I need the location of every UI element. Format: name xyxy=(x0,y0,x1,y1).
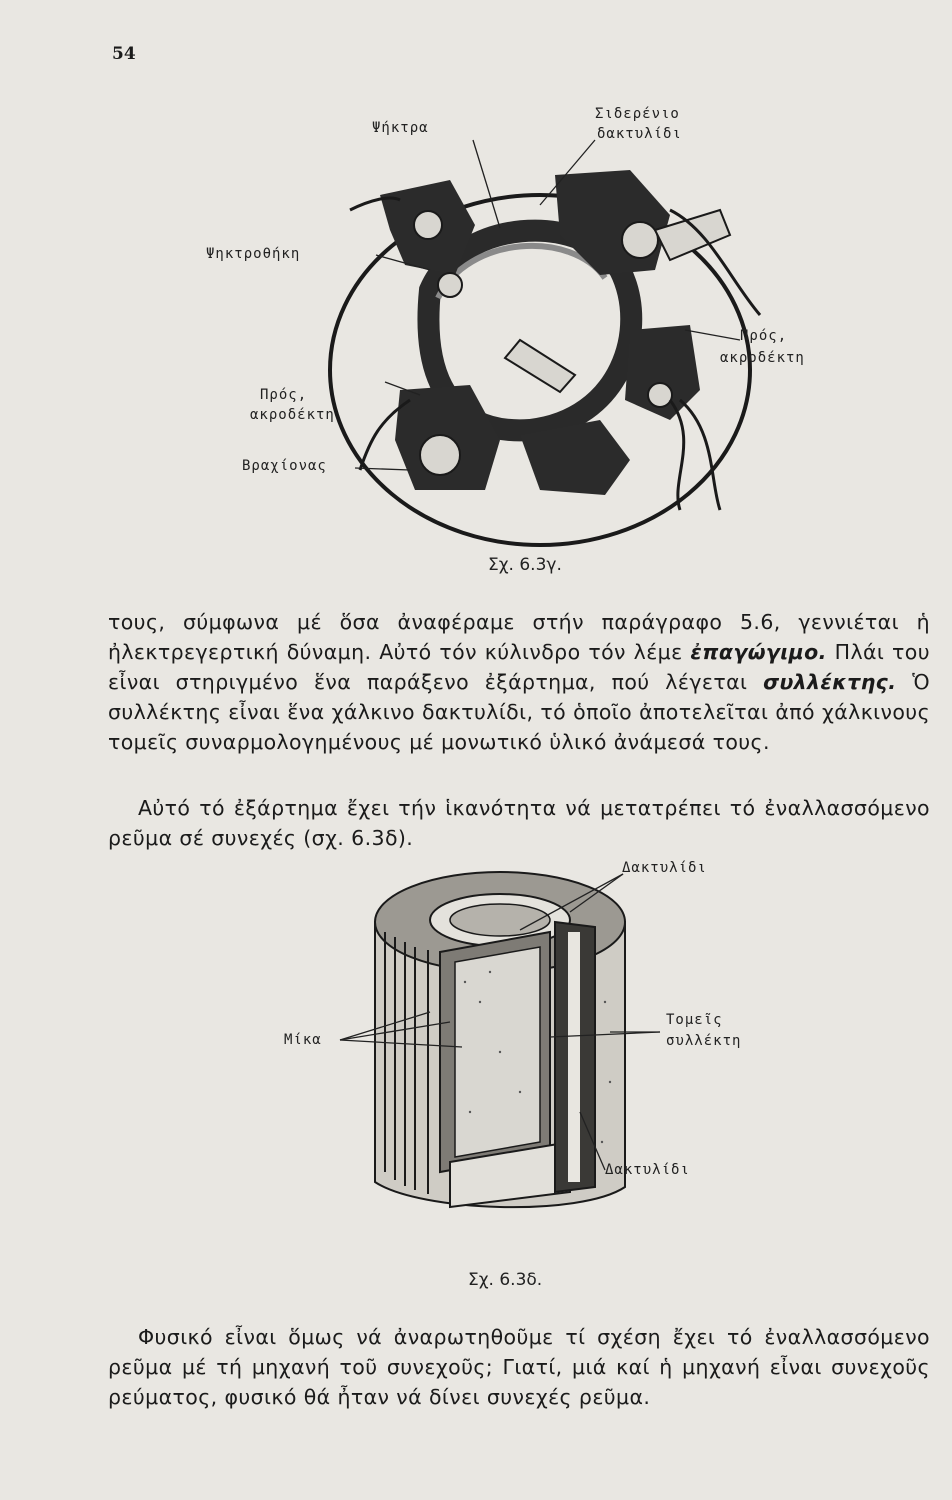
paragraph-3-text: Φυσικό εἶναι ὅμως νά ἀναρωτηθοῦμε τί σχέση ἔχει τό ἐναλλασσόμενο ρεῦμα μέ τή μηχανή τοῦ συνεχοῦς; Γιατί, μιά καί ἡ μηχανή εἶναι συνεχοῦς ρεύματος, φυσικό θά ἦταν νά δίνει συνεχές ρεῦμα. xyxy=(108,1325,930,1409)
term-inductive: ἐπαγώγιμο. xyxy=(690,640,827,664)
term-commutator: συλλέκτης. xyxy=(763,670,897,694)
paragraph-3 xyxy=(108,1322,930,1412)
label-sectors-line2: συλλέκτη xyxy=(666,1033,742,1049)
label-brush: Ψήκτρα xyxy=(372,120,429,136)
page-number: 54 xyxy=(112,44,136,64)
figure-commutator xyxy=(250,852,810,1252)
commutator-illustration xyxy=(250,852,810,1252)
label-ring-bottom: Δακτυλίδι xyxy=(605,1162,690,1178)
label-to-terminal-right-line2: ακροδέκτη xyxy=(720,350,805,366)
figure2-caption: Σχ. 6.3δ. xyxy=(468,1270,543,1290)
label-mica: Μίκα xyxy=(284,1032,322,1048)
label-to-terminal-right: Πρός, xyxy=(740,328,788,344)
label-iron-ring: Σιδερένιο xyxy=(595,106,680,122)
label-ring-top: Δακτυλίδι xyxy=(622,860,707,876)
paragraph-1-text-b: Πλάι του εἶναι στηριγμένο ἕνα παράξενο ἐξάρτημα, πού λέγεται xyxy=(108,640,930,694)
paragraph-1-text-c: Ὁ συλλέκτης εἶναι ἕνα χάλκινο δακτυλίδι, τό ὁποῖο ἀποτελεῖται ἀπό χάλκινους τομεῖς συναρμολογημένους μέ μονωτικό ὑλικό ἀνάμεσά τους. xyxy=(108,670,930,754)
figure1-caption: Σχ. 6.3γ. xyxy=(488,555,562,575)
label-arm: Βραχίονας xyxy=(242,458,327,474)
label-iron-ring-line2: δακτυλίδι xyxy=(597,126,682,142)
paragraph-1-text-a: τους, σύμφωνα μέ ὅσα ἀναφέραμε στήν παράγραφο 5.6, γεννιέται ἡ ἠλεκτρεγερτική δύναμη. Αὐτό τόν κύλινδρο τόν λέμε xyxy=(108,610,930,664)
label-brush-holder: Ψηκτροθήκη xyxy=(206,246,301,262)
paragraph-2-text: Αὐτό τό ἐξάρτημα ἔχει τήν ἱκανότητα νά μετατρέπει τό ἐναλλασσόμενο ρεῦμα σέ συνεχές (σχ. 6.3δ). xyxy=(108,796,930,850)
paragraph-2 xyxy=(108,793,930,853)
label-to-terminal-left: Πρός, xyxy=(260,387,308,403)
label-to-terminal-left-line2: ακροδέκτη xyxy=(250,407,335,423)
figure-brush-gear xyxy=(200,100,860,600)
label-sectors: Τομεῖς xyxy=(666,1012,723,1028)
paragraph-1 xyxy=(108,607,930,757)
